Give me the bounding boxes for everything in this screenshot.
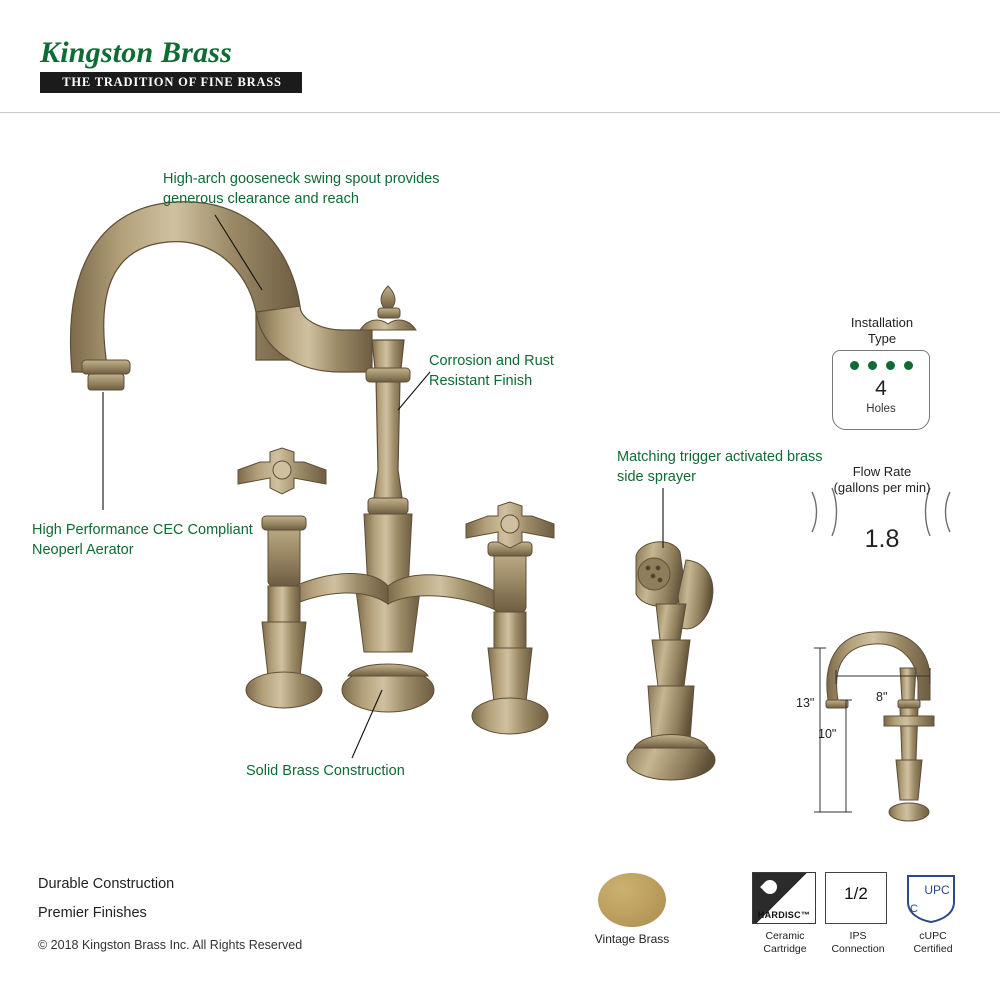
finish-label: Vintage Brass bbox=[594, 932, 670, 946]
installation-type-diagram bbox=[832, 350, 930, 430]
dimension-height-spout: 10" bbox=[818, 727, 837, 741]
footer-durable-construction: Durable Construction bbox=[38, 876, 175, 892]
hardisc-icon bbox=[752, 872, 816, 924]
callout-finish: Corrosion and Rust Resistant Finish bbox=[429, 353, 554, 389]
flow-rate-title-line2: (gallons per min) bbox=[833, 480, 931, 496]
badge-ips bbox=[825, 872, 891, 955]
hole-count: 4 bbox=[875, 377, 887, 400]
ips-caption-line1: IPS bbox=[849, 930, 867, 942]
hole-icon bbox=[904, 361, 913, 370]
finish-swatch bbox=[598, 873, 666, 927]
callout-spout: High-arch gooseneck swing spout provides generous clearance and reach bbox=[163, 171, 440, 207]
hardisc-caption-line1: Ceramic bbox=[765, 930, 805, 942]
ips-icon bbox=[825, 872, 887, 924]
hole-icon bbox=[850, 361, 859, 370]
cupc-shield-icon bbox=[900, 872, 962, 924]
installation-type-title bbox=[822, 315, 942, 348]
flow-rate-title-line1: Flow Rate bbox=[852, 464, 912, 479]
flow-rate-title bbox=[800, 464, 964, 497]
brand-name: Kingston Brass bbox=[40, 36, 233, 69]
cupc-caption bbox=[888, 930, 978, 955]
flow-rate-value: 1.8 bbox=[864, 525, 900, 553]
badge-hardisc bbox=[752, 872, 818, 955]
brand-tagline: THE TRADITION OF FINE BRASS bbox=[40, 72, 302, 93]
water-drop-icon bbox=[760, 877, 780, 897]
ips-caption-line2: Connection bbox=[831, 942, 885, 955]
mounting-holes bbox=[833, 361, 929, 370]
callout-sprayer: Matching trigger activated brass side sprayer bbox=[617, 449, 823, 485]
svg-text:UPC: UPC bbox=[924, 883, 950, 897]
hardisc-caption-line2: Cartridge bbox=[763, 942, 807, 955]
callout-aerator: High Performance CEC Compliant Neoperl Aerator bbox=[32, 522, 253, 558]
installation-type-title-line2: Type bbox=[867, 331, 897, 347]
dimension-reach: 8" bbox=[876, 690, 888, 704]
svg-text:C: C bbox=[910, 903, 918, 915]
ips-size: 1/2 bbox=[844, 884, 868, 903]
dimension-height-overall: 13" bbox=[796, 696, 815, 710]
callout-solid-brass: Solid Brass Construction bbox=[246, 763, 405, 779]
installation-type-title-line1: Installation bbox=[850, 315, 914, 330]
hole-icon bbox=[886, 361, 895, 370]
cupc-caption-line2: Certified bbox=[913, 942, 953, 955]
footer-copyright: © 2018 Kingston Brass Inc. All Rights Reserved bbox=[38, 938, 303, 952]
cupc-caption-line1: cUPC bbox=[919, 930, 947, 942]
footer-premier-finishes: Premier Finishes bbox=[38, 905, 147, 921]
hole-icon bbox=[868, 361, 877, 370]
hardisc-word: HARDISC™ bbox=[757, 910, 811, 920]
badge-cupc bbox=[900, 872, 966, 955]
holes-label: Holes bbox=[866, 403, 896, 415]
